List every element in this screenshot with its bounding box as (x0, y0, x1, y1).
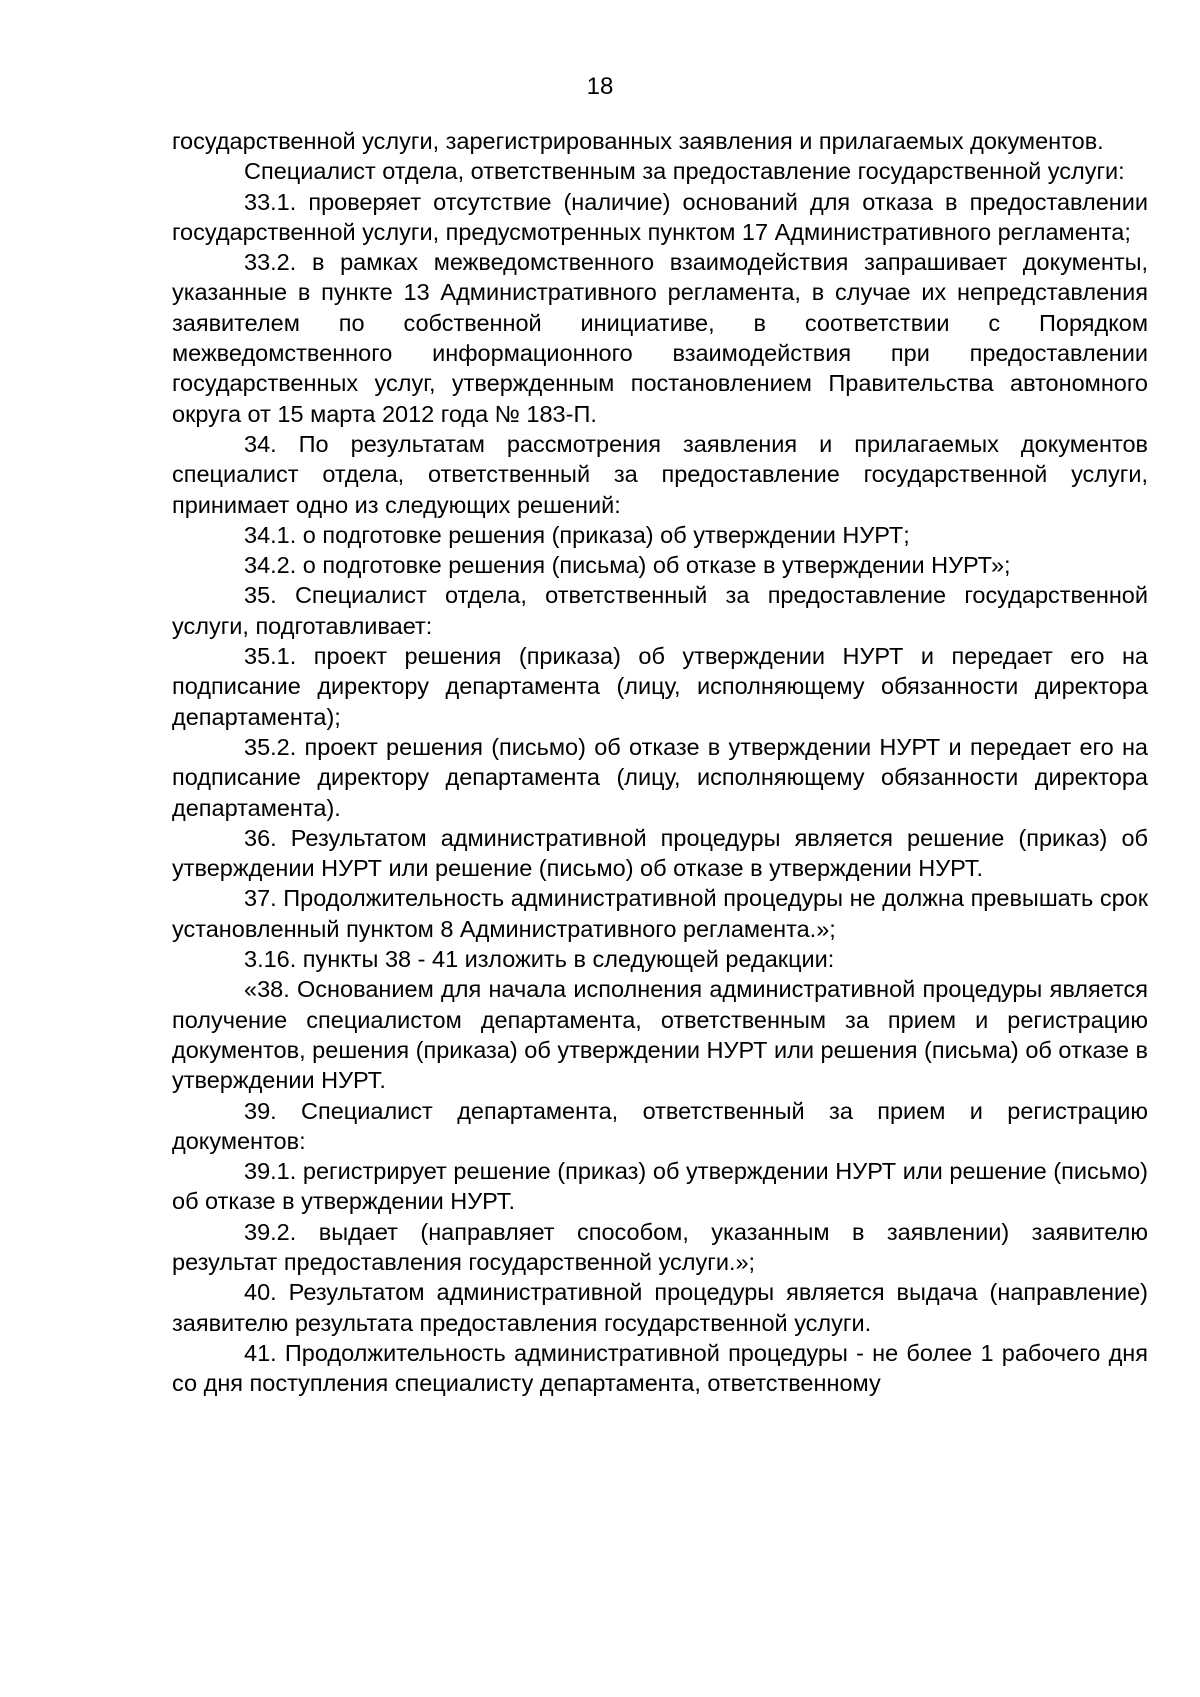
paragraph: 37. Продолжительность административной процедуры не должна превышать срок установленный пунктом 8 Административного регламента.»; (172, 885, 1148, 942)
paragraph: 35. Специалист отдела, ответственный за предоставление государственной услуги, подготавливает: (172, 582, 1148, 639)
paragraph: 40. Результатом административной процедуры является выдача (направление) заявителю результата предоставления государственной услуги. (172, 1279, 1148, 1336)
document-body (172, 126, 1148, 1398)
paragraph: 34. По результатам рассмотрения заявления и прилагаемых документов специалист отдела, ответственный за предоставление государственной услуги, принимает одно из следующих решений: (172, 430, 1148, 518)
paragraph: 41. Продолжительность административной процедуры - не более 1 рабочего дня со дня поступления специалисту департамента, ответственному (172, 1339, 1148, 1397)
paragraph: 34.1. о подготовке решения (приказа) об утверждении НУРТ; (244, 521, 910, 548)
paragraph: 39.1. регистрирует решение (приказ) об утверждении НУРТ или решение (письмо) об отказе в утверждении НУРТ. (172, 1158, 1148, 1215)
page-number: 18 (586, 73, 614, 100)
paragraph: 34.2. о подготовке решения (письма) об отказе в утверждении НУРТ»; (244, 552, 1011, 579)
paragraph: 39. Специалист департамента, ответственный за прием и регистрацию документов: (172, 1097, 1148, 1154)
paragraph: «38. Основанием для начала исполнения административной процедуры является получение специалистом департамента, ответственным за прием и регистрацию документов, решения (приказа) об утверждении НУРТ или решения (письма) об отказе в утверждении НУРТ. (172, 976, 1148, 1094)
paragraph: 33.2. в рамках межведомственного взаимодействия запрашивает документы, указанные в пункте 13 Административного регламента, в случае их непредставления заявителем по собственной инициативе, в соответствии с Порядком межведомственного информационного взаимодействия при предоставлении государственных услуг, утвержденным постановлением Правительства автономного округа от 15 марта 2012 года № 183-П. (172, 249, 1148, 427)
paragraph: 39.2. выдает (направляет способом, указанным в заявлении) заявителю результат предоставления государственной услуги.»; (172, 1218, 1148, 1275)
paragraph: 35.1. проект решения (приказа) об утверждении НУРТ и передает его на подписание директору департамента (лицу, исполняющему обязанности директора департамента); (172, 643, 1148, 730)
paragraph: 3.16. пункты 38 - 41 изложить в следующей редакции: (244, 946, 835, 973)
paragraph: 36. Результатом административной процедуры является решение (приказ) об утверждении НУРТ или решение (письмо) об отказе в утверждении НУРТ. (172, 824, 1148, 882)
paragraph: государственной услуги, зарегистрированных заявления и прилагаемых документов. (172, 128, 1104, 154)
paragraph: 33.1. проверяет отсутствие (наличие) оснований для отказа в предоставлении государственной услуги, предусмотренных пунктом 17 Административного регламента; (172, 188, 1148, 245)
paragraph: Специалист отдела, ответственным за предоставление государственной услуги: (244, 158, 1125, 185)
paragraph: 35.2. проект решения (письмо) об отказе в утверждении НУРТ и передает его на подписание директору департамента (лицу, исполняющему обязанности директора департамента). (172, 733, 1148, 821)
